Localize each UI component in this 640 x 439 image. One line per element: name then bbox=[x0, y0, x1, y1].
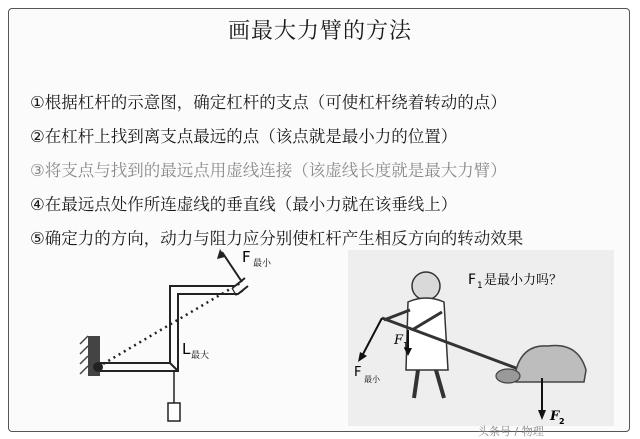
f1-label: F bbox=[394, 333, 404, 348]
step-2: ②在杠杆上找到离支点最远的点（该点就是最小力的位置） bbox=[30, 127, 458, 146]
lever-outer bbox=[100, 278, 245, 363]
watermark: 头条号 / 物理 bbox=[478, 425, 544, 438]
fmin-label: F bbox=[354, 365, 362, 380]
fulcrum-stone bbox=[496, 369, 520, 383]
question-f: F bbox=[468, 272, 477, 288]
scientist-head bbox=[412, 272, 440, 300]
lever-inner bbox=[100, 286, 248, 371]
step-4: ④在最远点处作所连虚线的垂直线（最小力就在该垂线上） bbox=[30, 195, 458, 214]
lever-cartoon bbox=[348, 250, 614, 426]
force-arrow bbox=[222, 252, 242, 282]
question-text: 是最小力吗？ bbox=[484, 273, 563, 288]
f2-label: F bbox=[550, 409, 560, 424]
hanging-weight bbox=[168, 403, 180, 421]
force-label: F bbox=[242, 248, 251, 266]
f2-sub: 2 bbox=[559, 417, 565, 426]
question-sub: 1 bbox=[477, 281, 483, 291]
lever-diagram bbox=[70, 248, 340, 428]
force-sub: 最小 bbox=[253, 259, 272, 269]
arm-sub: 最大 bbox=[191, 351, 210, 361]
arm-label: L bbox=[182, 340, 191, 358]
step-list bbox=[30, 86, 523, 256]
fmin-sub: 最小 bbox=[364, 375, 380, 384]
step-5: ⑤确定力的方向，动力与阻力应分别使杠杆产生相反方向的转动效果 bbox=[30, 229, 524, 248]
page-title: 画最大力臂的方法 bbox=[227, 19, 412, 44]
step-3: ③将支点与找到的最远点用虚线连接（该虚线长度就是最大力臂） bbox=[30, 161, 507, 180]
step-1: ①根据杠杆的示意图，确定杠杆的支点（可使杠杆绕着转动的点） bbox=[30, 93, 507, 112]
f1-sub: 1 bbox=[403, 341, 409, 350]
